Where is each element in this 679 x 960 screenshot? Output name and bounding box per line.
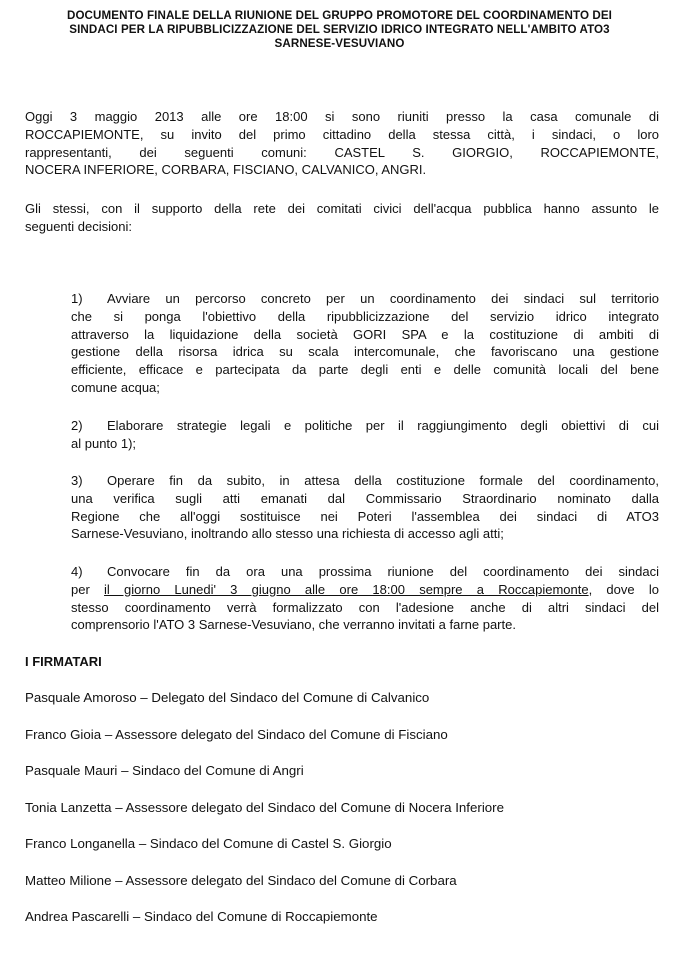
item-text: per bbox=[71, 581, 105, 597]
item-line: comprensorio l'ATO 3 Sarnese-Vesuviano, che verranno invitati a farne parte. bbox=[71, 617, 516, 633]
signatory-entry: Matteo Milione – Assessore delegato del Sindaco del Comune di Corbara bbox=[25, 873, 457, 888]
decision-item-1 bbox=[71, 290, 659, 397]
title-line: DOCUMENTO FINALE DELLA RIUNIONE DEL GRUPPO PROMOTORE DEL COORDINAMENTO DEI bbox=[66, 9, 613, 22]
item-number: 4) bbox=[71, 564, 83, 579]
signatory-entry: Pasquale Mauri – Sindaco del Comune di Angri bbox=[25, 763, 304, 778]
item-number: 1) bbox=[71, 291, 83, 306]
decision-item-2 bbox=[71, 417, 659, 453]
intro-line: rappresentanti, dei seguenti comuni: CASTEL S. GIORGIO, ROCCAPIEMONTE, bbox=[25, 144, 659, 160]
decision-item-3 bbox=[71, 472, 659, 543]
intro-line: Oggi 3 maggio 2013 alle ore 18:00 si sono riuniti presso la casa comunale di bbox=[25, 109, 659, 124]
decisions-intro-paragraph bbox=[25, 200, 659, 236]
item-text: , dove lo bbox=[588, 581, 659, 597]
item-line: una verifica sugli atti emanati dal Commissario Straordinario nominato dalla bbox=[71, 490, 659, 506]
item-line: gestione della risorsa idrica su scala intercomunale, che favoriscano una gestione bbox=[71, 344, 659, 360]
item-number: 2) bbox=[71, 418, 83, 433]
intro-paragraph bbox=[25, 108, 659, 179]
item-line: Avviare un percorso concreto per un coordinamento dei sindaci sul territorio bbox=[107, 291, 659, 306]
decisions-intro-line: seguenti decisioni: bbox=[25, 218, 132, 234]
intro-line: NOCERA INFERIORE, CORBARA, FISCIANO, CALVANICO, ANGRI. bbox=[25, 162, 427, 178]
intro-line: ROCCAPIEMONTE, su invito del primo cittadino della stessa città, i sindaci, o loro bbox=[25, 126, 659, 142]
item-number: 3) bbox=[71, 473, 83, 488]
item-line: comune acqua; bbox=[71, 379, 160, 395]
decisions-intro-line: Gli stessi, con il supporto della rete dei comitati civici dell'acqua pubblica hanno assunto le bbox=[25, 201, 659, 216]
signatory-entry: Franco Gioia – Assessore delegato del Sindaco del Comune di Fisciano bbox=[25, 727, 448, 742]
signatory-entry: Tonia Lanzetta – Assessore delegato del Sindaco del Comune di Nocera Inferiore bbox=[25, 800, 504, 815]
item-line: Convocare fin da ora una prossima riunione del coordinamento dei sindaci bbox=[107, 564, 659, 579]
item-line: efficiente, efficace e partecipata da parte degli enti e delle comunità locali del bene bbox=[71, 362, 659, 378]
document-title bbox=[20, 9, 659, 51]
item-line: attraverso la liquidazione della società GORI SPA e la costituzione di ambiti di bbox=[71, 326, 659, 342]
decision-item-4 bbox=[71, 563, 659, 634]
item-line: Sarnese-Vesuviano, inoltrando allo stesso una richiesta di accesso agli atti; bbox=[71, 526, 504, 542]
item-line: Operare fin da subito, in attesa della costituzione formale del coordinamento, bbox=[107, 473, 659, 488]
signatories-heading: I FIRMATARI bbox=[25, 654, 102, 669]
item-line: Regione che all'oggi sostituisce nei Poteri l'assemblea dei sindaci di ATO3 bbox=[71, 508, 659, 524]
item-line: al punto 1); bbox=[71, 435, 137, 451]
signatory-entry: Franco Longanella – Sindaco del Comune di Castel S. Giorgio bbox=[25, 836, 392, 851]
meeting-date-underlined: il giorno Lunedi' 3 giugno alle ore 18:00 sempre a Roccapiemonte bbox=[104, 581, 589, 597]
title-line: SINDACI PER LA RIPUBBLICIZZAZIONE DEL SERVIZIO IDRICO INTEGRATO NELL'AMBITO ATO3 bbox=[69, 23, 610, 36]
signatory-entry: Andrea Pascarelli – Sindaco del Comune di Roccapiemonte bbox=[25, 909, 378, 924]
title-line: SARNESE-VESUVIANO bbox=[274, 37, 405, 50]
item-line: stesso coordinamento verrà formalizzato con l'adesione anche di altri sindaci del bbox=[71, 599, 659, 615]
signatory-entry: Pasquale Amoroso – Delegato del Sindaco del Comune di Calvanico bbox=[25, 690, 430, 705]
item-line: Elaborare strategie legali e politiche per il raggiungimento degli obiettivi di cui bbox=[107, 418, 659, 433]
item-line: che si ponga l'obiettivo della ripubblicizzazione del servizio idrico integrato bbox=[71, 308, 659, 324]
